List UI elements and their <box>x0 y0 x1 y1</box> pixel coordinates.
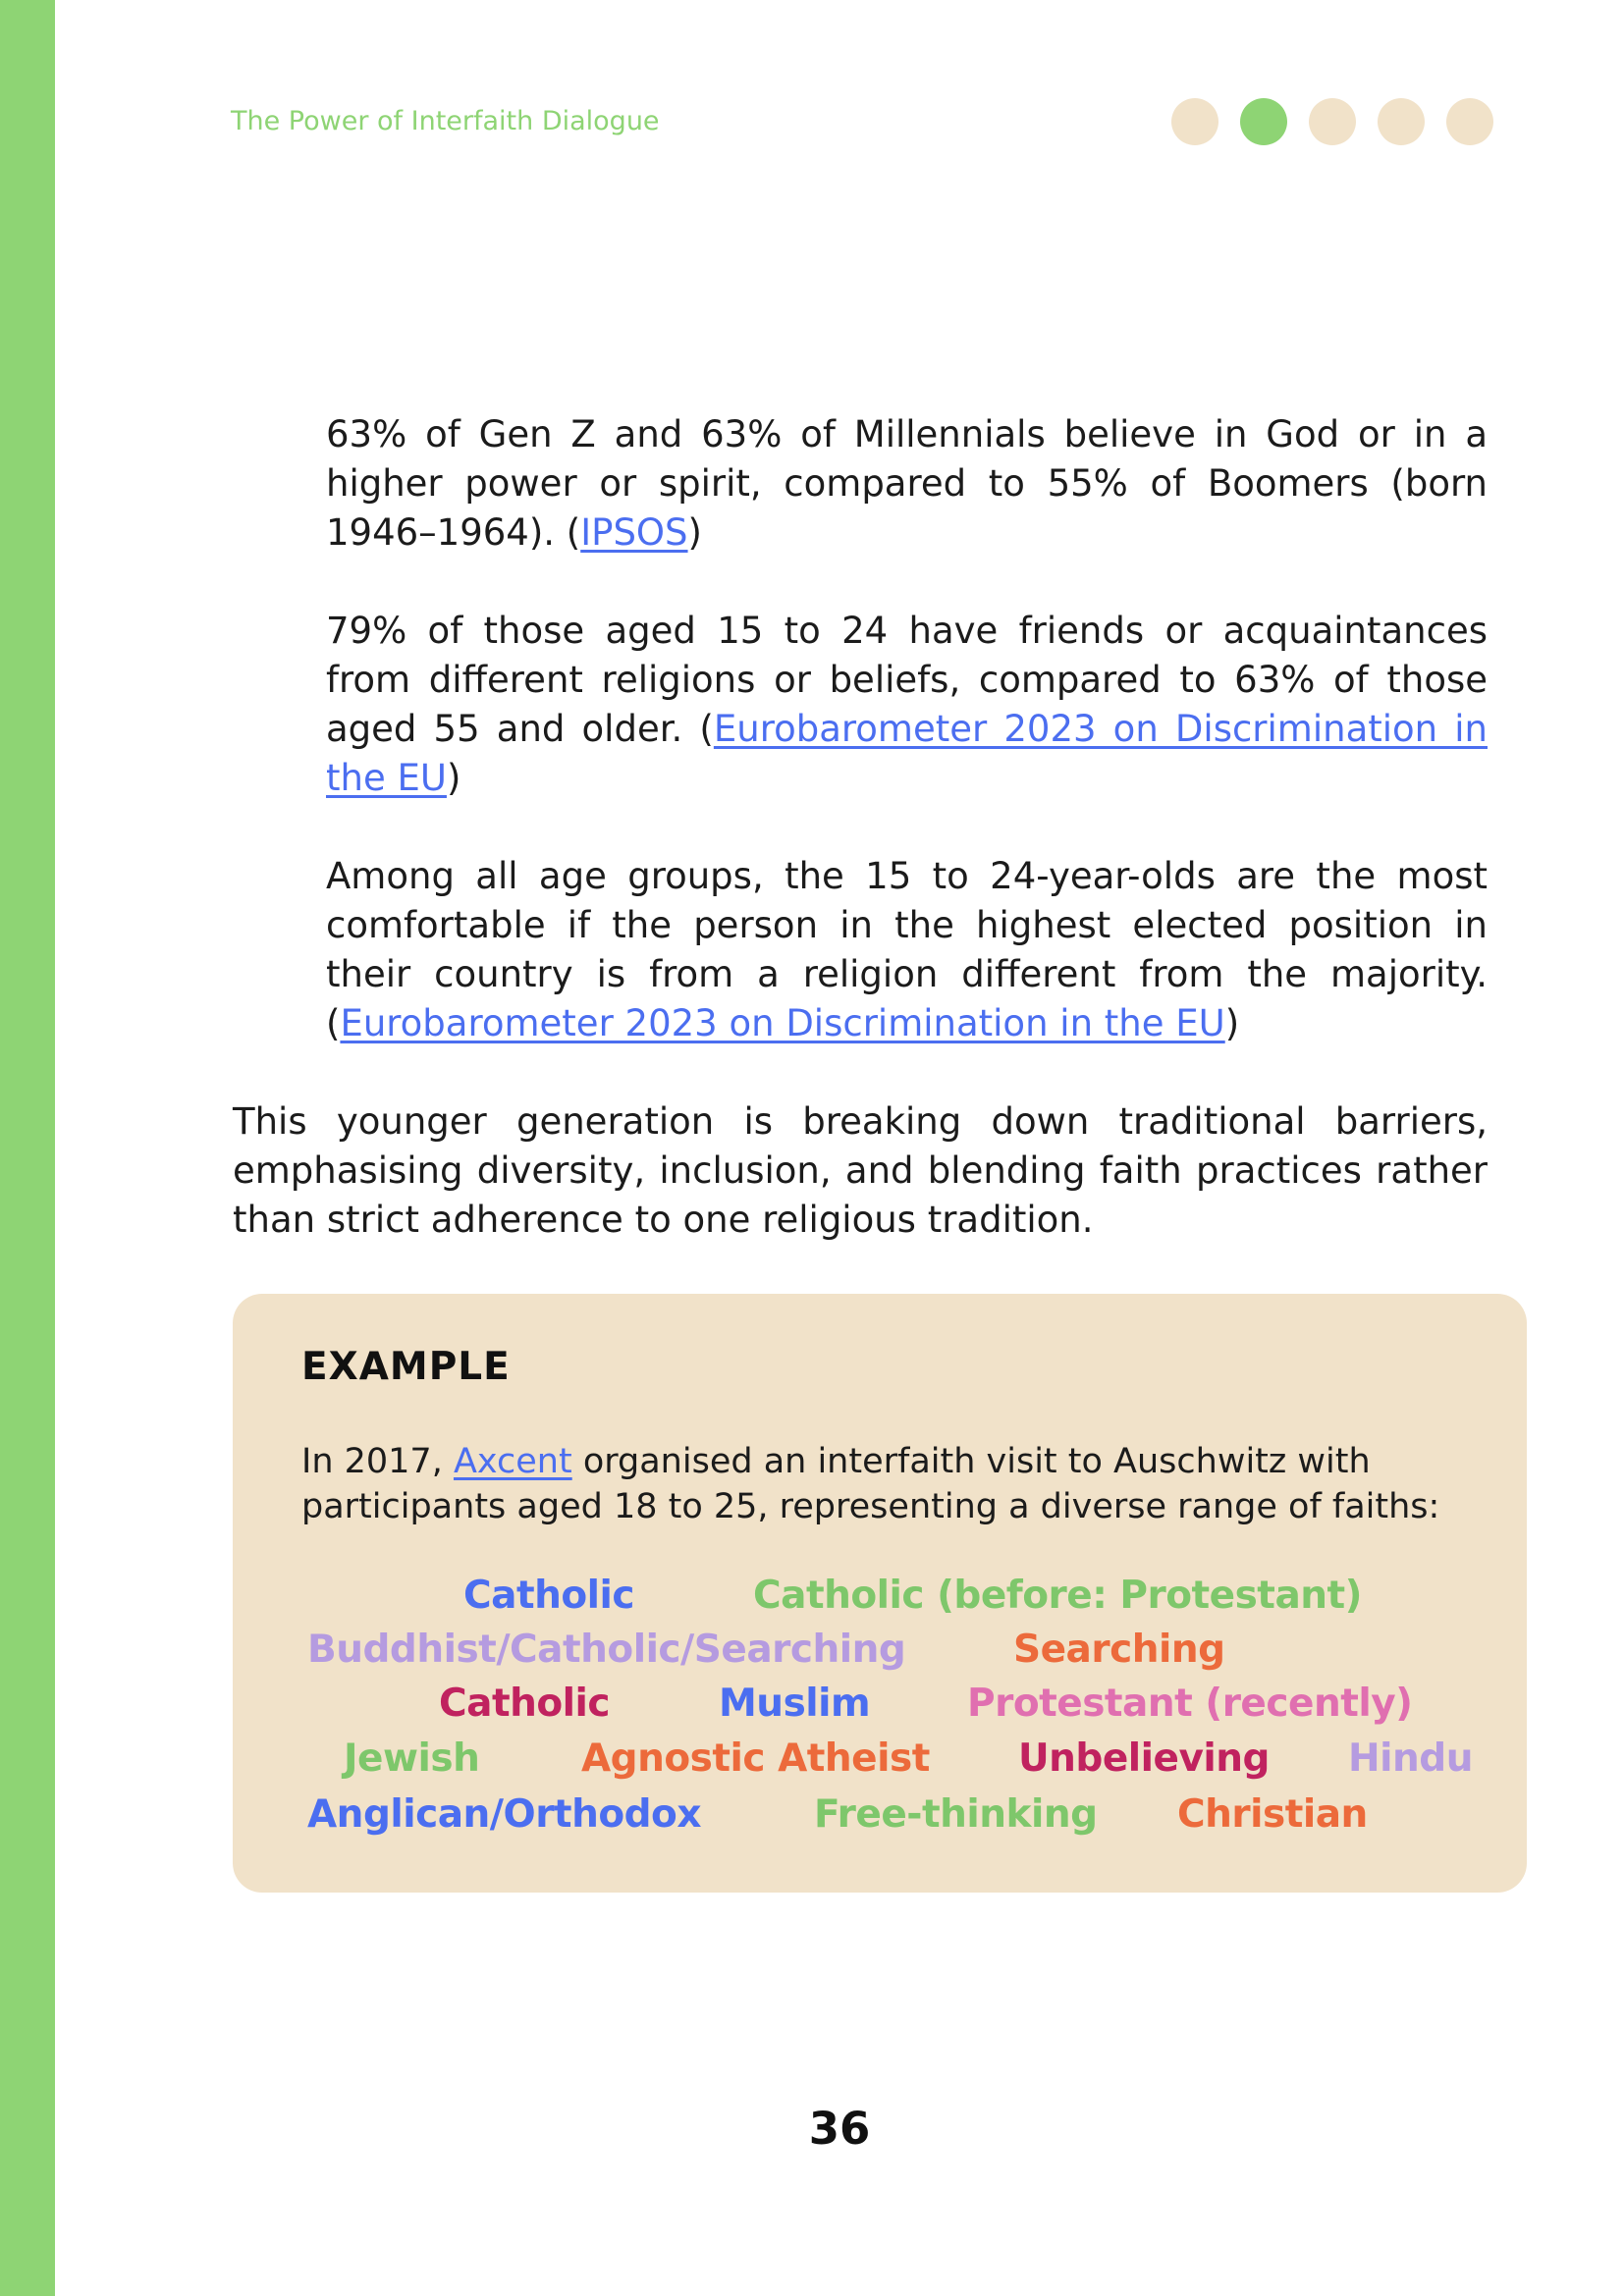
stat-paragraph: Among all age groups, the 15 to 24-year-olds are the most comfortable if the person in the highest elected position in their country is from a religion different from the majority. (Eurobarometer 2023 on Discrimination in the EU) <box>326 855 1488 1044</box>
faith-label: Muslim <box>719 1682 871 1726</box>
axcent-link[interactable]: Axcent <box>453 1442 572 1481</box>
faith-label: Unbelieving <box>1018 1736 1270 1781</box>
stat-paragraph: 63% of Gen Z and 63% of Millennials believe in God or in a higher power or spirit, compared to 55% of Boomers (born 1946–1964). (IPSOS) <box>326 413 1488 554</box>
example-box <box>233 1294 1527 1893</box>
page-number: 36 <box>808 2103 871 2155</box>
stat-paragraph: 79% of those aged 15 to 24 have friends or acquaintances from different religions or beliefs, compared to 63% of those aged 55 and older. (Eurobarometer 2023 on Discrimination in the EU) <box>326 610 1488 799</box>
summary-paragraph: This younger generation is breaking down traditional barriers, emphasising diversity, inclusion, and blending faith practices rather than strict adherence to one religious tradition. <box>233 1100 1488 1241</box>
faith-label: Agnostic Atheist <box>581 1736 930 1781</box>
running-header-title: The Power of Interfaith Dialogue <box>231 106 660 136</box>
progress-dot <box>1446 98 1493 145</box>
source-link-eurobarometer[interactable]: Eurobarometer 2023 on Discrimination in the EU <box>340 1002 1225 1044</box>
faith-label: Free-thinking <box>814 1792 1098 1837</box>
faith-label: Anglican/Orthodox <box>307 1792 701 1837</box>
progress-dot-active <box>1240 98 1287 145</box>
faith-label: Catholic <box>463 1574 634 1618</box>
faith-label: Catholic (before: Protestant) <box>753 1574 1362 1618</box>
example-text: In 2017, Axcent organised an interfaith visit to Auschwitz with participants aged 18 to 25, representing a diverse range of faiths: <box>301 1442 1440 1526</box>
faith-label: Protestant (recently) <box>967 1682 1413 1726</box>
faith-label: Hindu <box>1348 1736 1473 1781</box>
statistics-list <box>326 410 1488 1048</box>
faith-label: Buddhist/Catholic/Searching <box>307 1628 906 1672</box>
source-link-ipsos[interactable]: IPSOS <box>580 511 688 554</box>
progress-dot <box>1378 98 1425 145</box>
side-accent-bar <box>0 0 55 2296</box>
chapter-progress-dots <box>1171 98 1493 145</box>
faith-label: Jewish <box>344 1736 480 1781</box>
faith-label: Catholic <box>439 1682 610 1726</box>
source-link-eurobarometer[interactable]: Eurobarometer 2023 on Discrimination in the EU <box>326 708 1488 799</box>
progress-dot <box>1309 98 1356 145</box>
example-heading: EXAMPLE <box>301 1345 511 1389</box>
faith-label: Christian <box>1177 1792 1368 1837</box>
progress-dot <box>1171 98 1218 145</box>
faith-label: Searching <box>1013 1628 1225 1672</box>
